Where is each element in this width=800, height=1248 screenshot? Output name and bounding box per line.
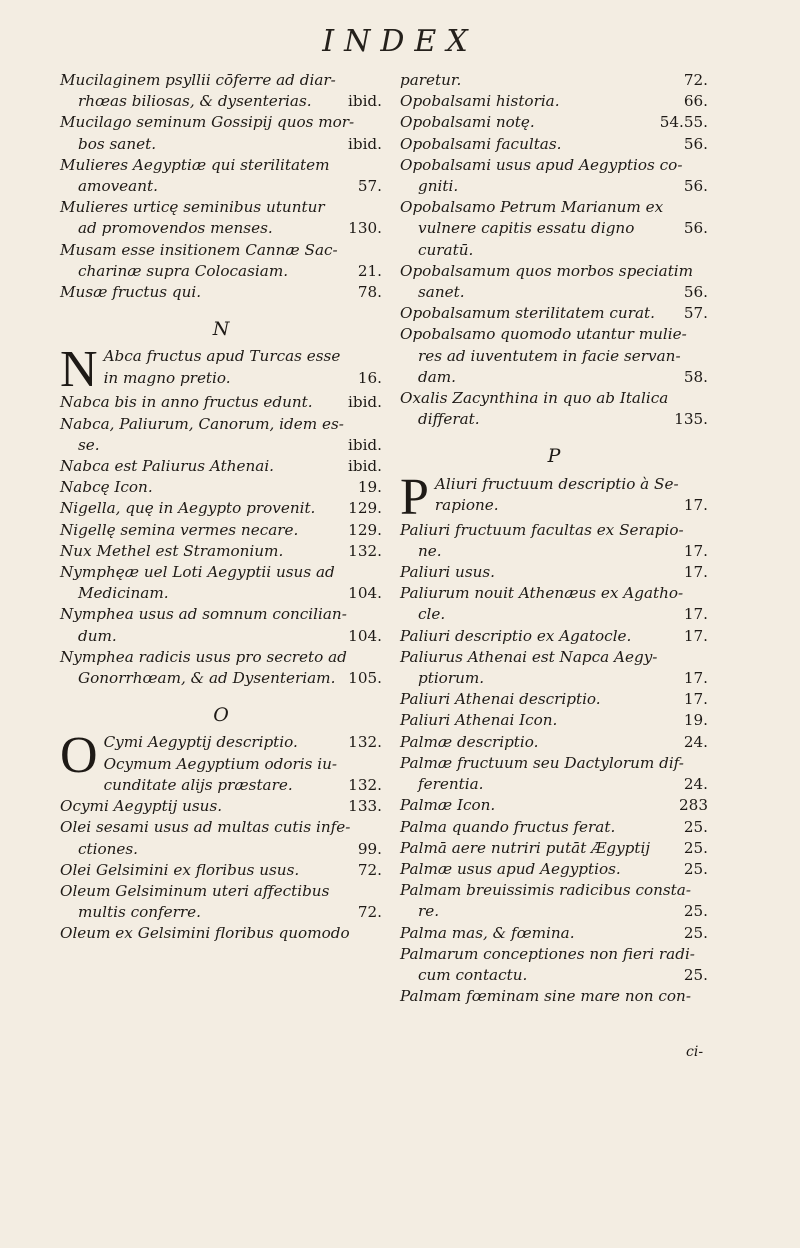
entry-text: charinæ supra Colocasiam. (78, 261, 289, 280)
page-ref: 25. (683, 859, 708, 878)
entry-text: Musæ fructus qui. (60, 283, 202, 302)
entry-text: Ocymum Aegyptium odoris iu- (103, 754, 337, 773)
entry-text: gniti. (418, 177, 459, 196)
entry-text: ferentia. (418, 775, 484, 794)
entry-text: Nymphea usus ad somnum concilian- (60, 605, 347, 624)
page-ref: 56. (683, 177, 708, 196)
index-entry (400, 647, 708, 689)
entry-text: Paliurum nouit Athenæus ex Agatho- (400, 584, 684, 603)
index-entry (60, 817, 382, 859)
entry-text: Nabca est Paliurus Athenai. (60, 457, 275, 476)
page-ref: 17. (683, 690, 708, 709)
entry-text: Palmæ usus apud Aegyptios. (400, 859, 621, 878)
index-entry (60, 414, 382, 456)
index-entry (60, 796, 382, 817)
entry-text: cle. (418, 605, 446, 624)
entry-text: Nabcę Icon. (60, 478, 153, 497)
page-ref: ibid. (348, 134, 382, 153)
entry-text: Mucilago seminum Gossipij quos mor- (60, 113, 355, 132)
page-ref: 25. (683, 923, 708, 942)
entry-text: Opobalsami notę. (400, 113, 535, 132)
page-ref: 17. (683, 669, 708, 688)
index-entry (60, 604, 382, 646)
entries-m (60, 70, 382, 303)
index-entry (60, 541, 382, 562)
entry-text: rapione. (434, 495, 499, 514)
page-ref: 283 (679, 796, 708, 815)
section-letter-p: P (547, 445, 561, 468)
entry-text: Olei sesami usus ad multas cutis infe- (60, 818, 351, 837)
drop-capital: O (60, 727, 98, 785)
drop-capital: N (60, 341, 98, 399)
entries-p (400, 520, 708, 1008)
page-ref: ibid. (348, 457, 382, 476)
drop-entry-p (400, 468, 708, 526)
entry-text: Palma quando fructus ferat. (400, 817, 616, 836)
right-column (400, 70, 708, 1007)
index-entry (400, 795, 708, 816)
entry-text: ctiones. (78, 839, 139, 858)
index-entry (400, 880, 708, 922)
index-entry (60, 881, 382, 923)
entry-text: Olei Gelsimini ex floribus usus. (60, 860, 300, 879)
entry-text: Nabca bis in anno fructus edunt. (60, 393, 313, 412)
entry-text: Palmæ fructuum seu Dactylorum dif- (400, 753, 684, 772)
entry-text: ad promovendos menses. (78, 219, 273, 238)
index-entry (400, 583, 708, 625)
section-letter-n: N (212, 318, 230, 341)
index-entry (60, 860, 382, 881)
page-ref: 78. (357, 283, 382, 302)
entry-text: Palmam breuissimis radicibus consta- (400, 881, 691, 900)
index-entry (60, 392, 382, 413)
page-ref: 17. (683, 541, 708, 560)
page-ref: 56. (683, 134, 708, 153)
index-entry (60, 562, 382, 604)
page-ref: 25. (683, 838, 708, 857)
page-ref: 24. (683, 732, 708, 751)
page-ref: 56. (683, 283, 708, 302)
page-ref: ibid. (348, 393, 382, 412)
index-entry (60, 112, 382, 154)
index-entry (400, 91, 708, 112)
entry-text: Palmæ descriptio. (400, 732, 539, 751)
page-ref: 58. (683, 367, 708, 386)
index-entry (400, 626, 708, 647)
index-entry (60, 155, 382, 197)
page-ref: 133. (348, 797, 382, 816)
index-entry (400, 859, 708, 880)
index-entry (60, 647, 382, 689)
entry-text: Musam esse insitionem Cannæ Sac- (60, 240, 338, 259)
page-title: INDEX (322, 24, 478, 59)
entry-text: Opobalsami usus apud Aegyptios co- (400, 155, 683, 174)
entry-text: Nigella, quę in Aegypto provenit. (60, 499, 316, 518)
entry-text: Aliuri fructuum descriptio à Se- (434, 474, 679, 493)
entry-text: Gonorrhœam, & ad Dysenteriam. (78, 669, 336, 688)
entry-text: Opobalsamo Petrum Marianum ex (400, 198, 664, 217)
page-ref: 72. (357, 903, 382, 922)
entry-text: amoveant. (78, 177, 158, 196)
entry-text: in magno pretio. (103, 368, 231, 387)
page-ref: 17. (683, 626, 708, 645)
index-entry (400, 753, 708, 795)
index-entry (400, 986, 708, 1007)
section-letter-o: O (213, 704, 229, 727)
index-entry (60, 498, 382, 519)
page-ref: 135. (674, 410, 708, 429)
entry-text: differat. (418, 410, 480, 429)
index-entry (60, 346, 382, 367)
page-ref: ibid. (348, 92, 382, 111)
page-ref: 132. (348, 733, 382, 752)
entry-text: Ocymi Aegyptij usus. (60, 797, 223, 816)
page-ref: 104. (348, 626, 382, 645)
page-ref: 132. (348, 775, 382, 794)
entry-text: Paliuri descriptio ex Agatocle. (400, 626, 632, 645)
entry-text: Nigellę semina vermes necare. (60, 520, 299, 539)
index-entry (400, 732, 708, 753)
index-entry (60, 282, 382, 303)
entry-text: ptiorum. (418, 669, 485, 688)
page-ref: 17. (683, 563, 708, 582)
index-entry (400, 495, 708, 516)
index-entry (60, 477, 382, 498)
entry-text: Nymphea radicis usus pro secreto ad (60, 647, 347, 666)
catchword: ci- (686, 1044, 704, 1060)
page-ref: 72. (357, 860, 382, 879)
index-entry (400, 134, 708, 155)
entry-text: cunditate alijs præstare. (103, 775, 293, 794)
index-entry (400, 817, 708, 838)
index-entry (60, 520, 382, 541)
index-entry (60, 368, 382, 389)
page-ref: 25. (683, 817, 708, 836)
page-ref: 99. (357, 839, 382, 858)
index-entry (400, 197, 708, 261)
entry-text: Paliuri Athenai descriptio. (400, 690, 601, 709)
entry-text: Abca fructus apud Turcas esse (103, 347, 341, 366)
entries-n (60, 392, 382, 689)
entry-text: Mucilaginem psyllii cōferre ad diar- (60, 71, 336, 89)
entry-text: Oxalis Zacynthina in quo ab Italica (400, 389, 669, 408)
entry-text: Opobalsami historia. (400, 92, 560, 111)
entry-text: Opobalsamo quomodo utantur mulie- (400, 325, 687, 344)
entry-text: Cymi Aegyptij descriptio. (103, 733, 298, 752)
entry-text: bos sanet. (78, 134, 157, 153)
entry-text: Mulieres Aegyptiæ qui sterilitatem (60, 155, 330, 174)
page-ref: 25. (683, 902, 708, 921)
index-entry (400, 474, 708, 495)
entry-text: Opobalsamum sterilitatem curat. (400, 304, 655, 323)
page-ref: 19. (683, 711, 708, 730)
page-ref: 19. (357, 478, 382, 497)
page-ref: 57. (683, 304, 708, 323)
entry-text: Medicinam. (78, 584, 169, 603)
entry-text: Paliuri fructuum facultas ex Serapio- (400, 520, 684, 539)
index-entry (400, 944, 708, 986)
entry-text: Palmæ Icon. (400, 796, 496, 815)
page-ref: ibid. (348, 435, 382, 454)
index-entry (400, 520, 708, 562)
entry-text: rhœas biliosas, & dysenterias. (78, 92, 312, 111)
entries-o-continued (400, 70, 708, 430)
page-ref: 72. (683, 71, 708, 89)
page-ref: 21. (357, 261, 382, 280)
page-ref: 132. (348, 541, 382, 560)
index-entry (400, 261, 708, 303)
entry-text: paretur. (400, 71, 462, 89)
entry-text: Nabca, Paliurum, Canorum, idem es- (60, 414, 344, 433)
entry-text: Palmam fœminam sine mare non con- (400, 987, 691, 1006)
entry-text: se. (78, 435, 100, 454)
page-ref: 129. (348, 520, 382, 539)
index-entry (60, 775, 382, 796)
page-ref: 16. (357, 368, 382, 387)
entry-text: Palmā aere nutriri putāt Ægyptij (400, 838, 651, 857)
entry-text: Oleum ex Gelsimini floribus quomodo (60, 924, 350, 943)
index-entry (400, 838, 708, 859)
page-ref: 17. (683, 495, 708, 514)
entry-text: dum. (78, 626, 117, 645)
index-entry (400, 70, 708, 91)
drop-entry-n (60, 341, 382, 399)
page-ref: 129. (348, 499, 382, 518)
entry-text: Opobalsamum quos morbos speciatim (400, 261, 694, 280)
index-entry (60, 754, 382, 775)
entry-text: Nymphęæ uel Loti Aegyptii usus ad (60, 563, 335, 582)
entry-text: Nux Methel est Stramonium. (60, 541, 284, 560)
page-ref: 54.55. (659, 113, 708, 132)
index-entry (400, 388, 708, 430)
entry-text: Oleum Gelsiminum uteri affectibus (60, 881, 330, 900)
page-ref: 24. (683, 775, 708, 794)
index-entry (60, 732, 382, 753)
index-entry (400, 303, 708, 324)
entry-text: Paliuri Athenai Icon. (400, 711, 558, 730)
entry-text: dam. (418, 367, 457, 386)
index-entry (400, 112, 708, 133)
index-entry (60, 456, 382, 477)
entry-text: sanet. (418, 283, 465, 302)
entry-text: res ad iuventutem in facie servan- (418, 346, 681, 365)
page-ref: 105. (348, 669, 382, 688)
page-ref: 130. (348, 219, 382, 238)
index-entry (400, 923, 708, 944)
index-entry (400, 710, 708, 731)
entry-text: Opobalsami facultas. (400, 134, 562, 153)
page-ref: 17. (683, 605, 708, 624)
index-entry (60, 240, 382, 282)
entries-o (60, 796, 382, 944)
drop-entry-o (60, 727, 382, 796)
page-ref: 66. (683, 92, 708, 111)
entry-text: Paliurus Athenai est Napca Aegy- (400, 647, 658, 666)
entry-text: Paliuri usus. (400, 563, 496, 582)
page-ref: 56. (683, 219, 708, 238)
entry-text: ne. (418, 541, 442, 560)
page-ref: 25. (683, 965, 708, 984)
page-ref: 57. (357, 177, 382, 196)
left-column (60, 70, 382, 945)
index-entry (400, 562, 708, 583)
page-ref: 104. (348, 584, 382, 603)
drop-capital: P (400, 468, 429, 526)
index-entry (60, 923, 382, 944)
entry-text: Palma mas, & fœmina. (400, 923, 575, 942)
index-entry (60, 197, 382, 239)
index-entry (60, 70, 382, 112)
index-entry (400, 324, 708, 388)
index-entry (400, 155, 708, 197)
entry-text: cum contactu. (418, 965, 528, 984)
entry-text: multis conferre. (78, 903, 201, 922)
entry-text: Mulieres urticę seminibus utuntur (60, 198, 325, 217)
entry-text: Palmarum conceptiones non fieri radi- (400, 944, 695, 963)
index-entry (400, 689, 708, 710)
entry-text: vulnere capitis essatu digno curatū. (418, 219, 635, 259)
entry-text: re. (418, 902, 440, 921)
